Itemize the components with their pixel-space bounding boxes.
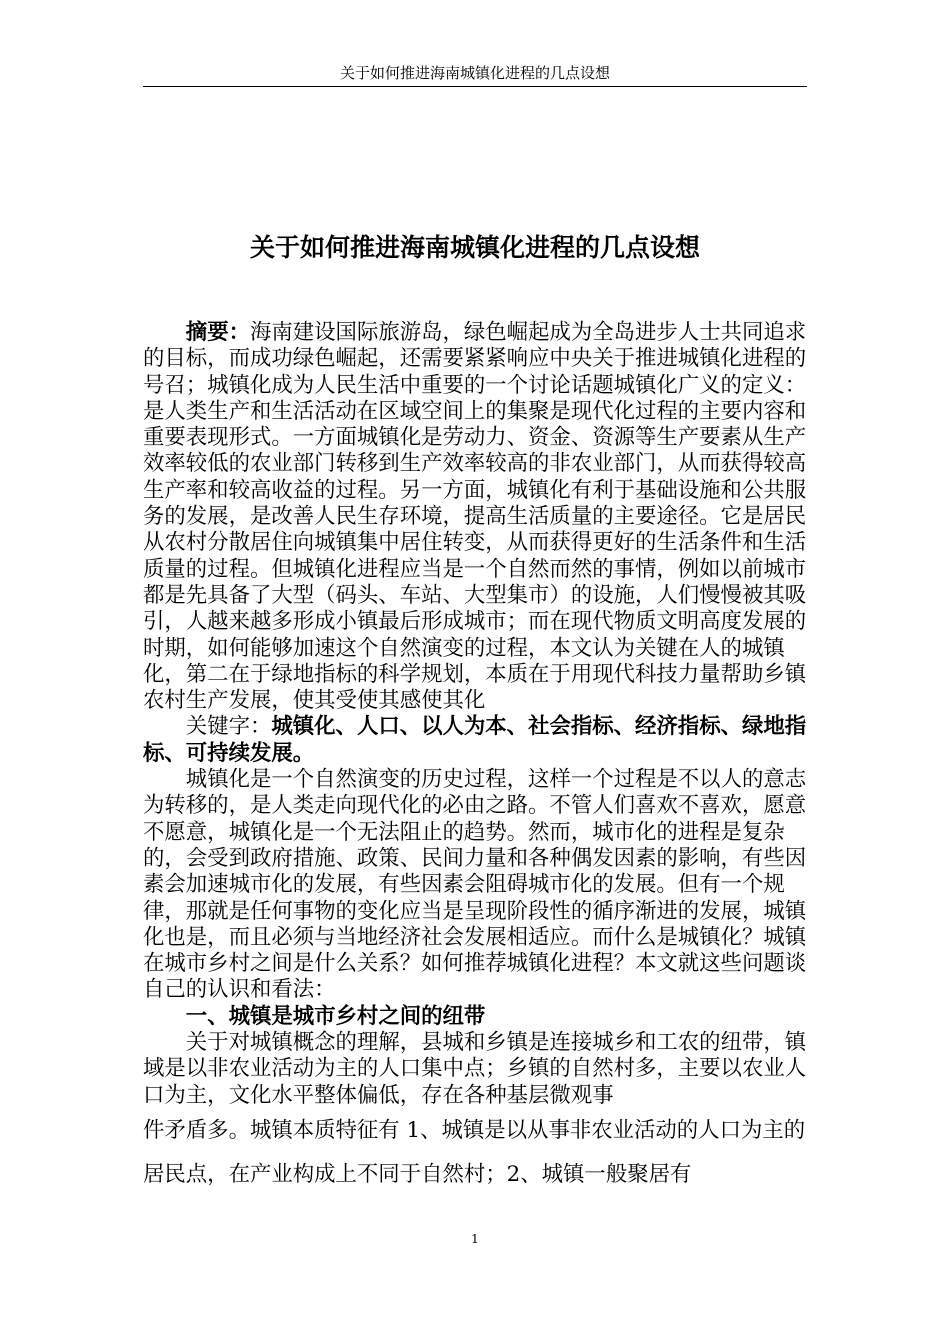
document-body xyxy=(143,320,807,1197)
header-divider xyxy=(143,86,807,87)
page-number: 1 xyxy=(471,1232,479,1246)
abstract-paragraph xyxy=(143,320,807,714)
section-paragraph: 关于对城镇概念的理解，县城和乡镇是连接城乡和工农的纽带，镇域是以非农业活动为主的人口集中点；乡镇的自然村多，主要以农业人口为主，文化水平整体偏低，存在各种基层微观事 xyxy=(143,1030,807,1108)
keywords-paragraph xyxy=(143,714,807,767)
section-paragraph-continued: 件矛盾多。城镇本质特征有 1、城镇是以从事非农业活动的人口为主的居民点，在产业构成上不同于自然村；2、城镇一般聚居有 xyxy=(143,1117,806,1187)
document-title: 关于如何推进海南城镇化进程的几点设想 xyxy=(249,233,700,262)
running-header: 关于如何推进海南城镇化进程的几点设想 xyxy=(339,64,610,82)
keywords-label: 关键字： xyxy=(185,714,272,740)
abstract-label: 摘要： xyxy=(185,320,250,345)
intro-paragraph: 城镇化是一个自然演变的历史过程，这样一个过程是不以人的意志为转移的，是人类走向现代化的必由之路。不管人们喜欢不喜欢，愿意不愿意，城镇化是一个无法阻止的趋势。然而，城市化的进程是复杂的，会受到政府措施、政策、民间力量和各种偶发因素的影响，有些因素会加速城市化的发展，有些因素会阻碍城市化的发展。但有一个规律，那就是任何事物的变化应当是呈现阶段性的循序渐进的发展，城镇化也是，而且必须与当地经济社会发展相适应。而什么是城镇化？城镇在城市乡村之间是什么关系？如何推荐城镇化进程？本文就这些问题谈自己的认识和看法： xyxy=(143,767,807,1003)
keywords-text: 城镇化、人口、以人为本、社会指标、经济指标、绿地指标、可持续发展。 xyxy=(143,714,807,766)
section-heading: 一、城镇是城市乡村之间的纽带 xyxy=(185,1003,486,1029)
abstract-text: 海南建设国际旅游岛，绿色崛起成为全岛进步人士共同追求的目标，而成功绿色崛起，还需要紧紧响应中央关于推进城镇化进程的号召；城镇化成为人民生活中重要的一个讨论话题城镇化广义的定义：是人类生产和生活活动在区域空间上的集聚是现代化过程的主要内容和重要表现形式。一方面城镇化是劳动力、资金、资源等生产要素从生产效率较低的农业部门转移到生产效率较高的非农业部门，从而获得较高生产率和较高收益的过程。另一方面，城镇化有利于基础设施和公共服务的发展，是改善人民生存环境，提高生活质量的主要途径。它是居民从农村分散居住向城镇集中居住转变，从而获得更好的生活条件和生活质量的过程。但城镇化进程应当是一个自然而然的事情，例如以前城市都是先具备了大型（码头、车站、大型集市）的设施，人们慢慢被其吸引，人越来越多形成小镇最后形成城市；而在现代物质文明高度发展的时期，如何能够加速这个自然演变的过程，本文认为关键在人的城镇化，第二在于绿地指标的科学规划，本质在于用现代科技力量帮助乡镇农村生产发展，使其受使其感使其化 xyxy=(143,320,807,714)
